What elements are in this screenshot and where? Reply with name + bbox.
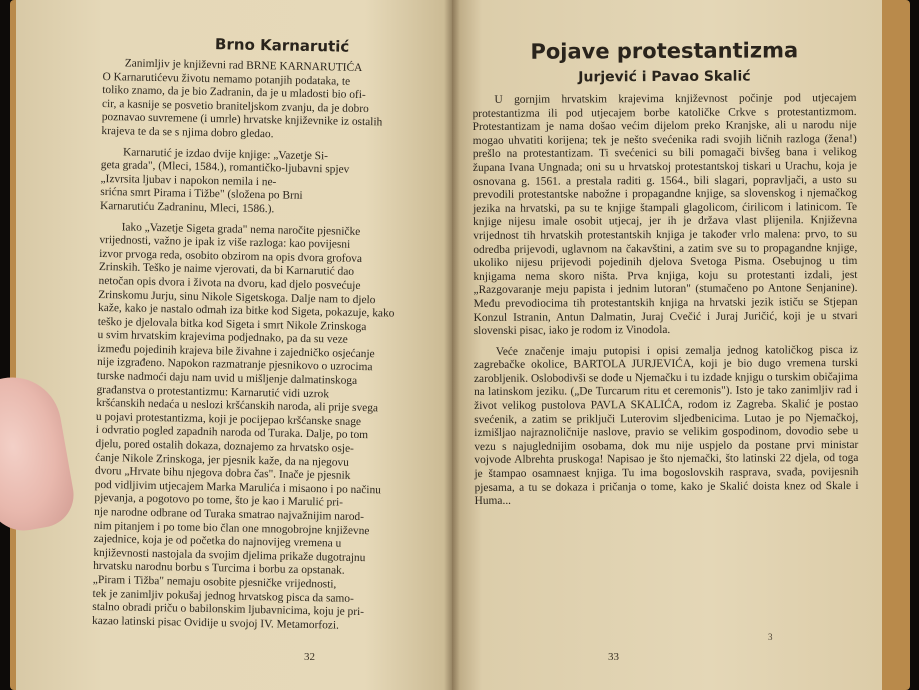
- right-page-number: 33: [608, 651, 619, 663]
- left-page-paragraphs: [92, 57, 452, 635]
- text-line: tek je zanimljiv pokušaj jednog hrvatskog pisca da samo-: [92, 587, 354, 605]
- text-line: izvor prvoga reda, osobito obzirom na opis dvora grofova: [99, 247, 363, 265]
- text-line: nim pitanjem i po tome bio član one mnogobrojne književne: [93, 519, 370, 537]
- text-line: poznavao suvremene (i umrle) hrvatske književnike iz ostalih: [101, 111, 383, 129]
- text-line: u pojavi protestantizma, koji je pocijepao kršćanske snage: [95, 410, 362, 428]
- text-line: Zrinskih. Teško je naime vjerovati, da bi Karnarutić dao: [98, 261, 355, 279]
- left-page-text-block: [91, 0, 452, 690]
- text-line: kazao latinski pisac Ovidije u svojoj IV. Metamorfozi.: [91, 614, 340, 632]
- left-paragraph-3: [92, 220, 452, 635]
- text-line: Zanimljiv je književni rad BRNE KARNARUTIĆA: [124, 57, 363, 74]
- text-line: vrijednosti, važno je ipak iz više razloga: kao povijesni: [99, 234, 351, 251]
- text-line: pjevanja, a pogotovo po tome, što je kao i Marulić pri-: [94, 492, 344, 510]
- text-line: O Karnarutićevu životu nemamo potanjih podataka, te: [102, 70, 351, 88]
- text-line: teško je djelovala bitka kod Sigeta i smrt Nikole Zrinskoga: [97, 315, 367, 333]
- text-line: „Piram i Tižba" nemaju osobite pjesničke vrijednosti,: [92, 573, 337, 591]
- text-line: Karnarutiću Zadraninu, Mleci, 1586.).: [99, 199, 275, 216]
- text-line: dvoru „Hrvate bihu njegova dobra čas". Inače je pjesnik: [94, 465, 351, 483]
- text-line: kaže, kako je nastalo odmah iza bitke kod Sigeta, pokazuje, kako: [97, 302, 395, 320]
- right-page-subtitle: Jurjević i Pavao Skalić: [578, 68, 751, 86]
- left-paragraph-1: [101, 57, 452, 145]
- left-paragraph-2: [100, 146, 452, 221]
- text-line: srićna smrt Pirama i Tižbe" (složena po Brni: [100, 186, 303, 203]
- text-line: Zrinskomu Jurju, sinu Nikole Sigetskoga. Dalje nam to djelo: [98, 288, 376, 306]
- right-page-text-block: [472, 0, 860, 690]
- left-page: [16, 0, 452, 690]
- right-paragraph-2: Veće značenje imaju putopisi i opisi zemalja jednog katoličkog pisca iz zagrebačke okolice, BARTOLA JURJEVIĆA, koji je bio dugo vremena turski zarobljenik. Oslobodivši se dođe u Njemačku i tu izdade knjigu o turskim običajima na latinskom jeziku. („De Turcarum ritu et ceremonis"). Isto je tako zanimljiv rad i život velikog pustolova PAVLA SKALIĆA, rodom iz Zagreba. Skalić je postao svećenik, a zatim se priključi Luterovim sljedbenicima. Lutao je po Njemačkoj, izmišljao najraznoličnije naslove, pravio se velikim gospodinom, dovodio sebe u vezu s najuglednijim osobama, dok mu nije uspjelo da postane prvi ministar vojvode Albrehta pruskoga! Napisao je što njemački, što latinski 22 djela, od toga je štampao osamnaest knjiga. Tu ima bogoslovskih rasprava, svađa, povijesnih pjesama, a tu se dokaza i pričanja o tome, kako je Skalić doista knez od Skale i Huma...: [473, 343, 859, 508]
- book-gutter: [444, 0, 460, 690]
- text-line: stalno obradi priču o babilonskim ljubavnicima, koju je pri-: [92, 601, 365, 619]
- signature-mark: 3: [768, 632, 773, 642]
- text-line: u svim hrvatskim krajevima podjednako, pa da su veze: [97, 329, 348, 347]
- text-line: građanstva o protestantizmu: Karnarutić vidi uzrok: [96, 383, 330, 401]
- right-paragraph-1: U gornjim hrvatskim krajevima književnost počinje pod utjecajem protestantizma ili pod utjecajem borbe katoličke Crkve s protestantizmom. Protestantizam je nama došao većim dijelom preko Kranjske, ali u narodu nije mogao uhvatiti korijena; tek je nešto svećenika radi svojih ličnih razloga (žena!) prešlo na protestantizam. Ti svećenici su bili pomagači bivšeg bana i velikog župana Ivana Ungnada; oni su u hrvatskoj protestantskoj tiskari u Urachu, koja je osnovana g. 1561. a prestala raditi g. 1564., bili slagari, popravljači, a usto su prevodili protestantske nabožne i propagandne knjige, sa slovenskog i njemačkog jezika na hrvatski, pa su te knjige štampali glagolicom, ćirilicom i latinicom. Te knjige nijesu imale osobit utjecaj, jer ih je država vlast plijenila. Književna vrijednost tih hrvatskih protestantskih knjiga je također vrlo malena: prvo, to su odredba prijevodi, uglavnom na čakavštini, a zatim sve su to propagandne knjige, ukoliko nijesu prijevodi pojedinih djelova Svetoga Pisma. Osebujnog u tim knjigama nema skoro ništa. Prva knjiga, koju su protestanti izdali, jest „Razgovaranje meju papista i jednim lutoran" (stumačeno po Antone Senjanine). Među prevodiocima tih protestantskih knjiga na hrvatski jezik ističu se Stjepan Konzul Istranin, Antun Dalmatin, Juraj Cvečić i Juraj Juričić, koji je u stvari slovenski pisac, iako je rodom iz Vinodola.: [472, 91, 858, 338]
- right-page-title: Pojave protestantizma: [530, 38, 799, 64]
- text-line: Iako „Vazetje Sigeta grada" nema naročite pjesničke: [121, 220, 361, 238]
- text-line: krajeva te da se s njima dobro gledao.: [101, 124, 274, 141]
- text-line: „Izvrsita ljubav i napokon nemila i ne-: [100, 172, 277, 189]
- left-page-number: 32: [304, 651, 315, 663]
- text-line: hrvatsku narodnu borbu s Turcima i borbu za opstanak.: [93, 560, 345, 578]
- text-line: zajednice, koja je od početka do najnovijeg vremena u: [93, 533, 342, 550]
- text-line: toliko znamo, da je bio Zadranin, da je u mladosti bio ofi-: [102, 84, 366, 102]
- text-line: Karnarutić je izdao dvije knjige: „Vazetje Si-: [122, 145, 329, 162]
- text-line: i odvratio pogled zapadnih naroda od Turaka. Dalje, po tom: [95, 424, 369, 442]
- text-line: geta grada", (Mleci, 1584.), romantičko-ljubavni spjev: [100, 159, 350, 176]
- left-page-title: Brno Karnarutić: [214, 35, 350, 56]
- text-line: netočan opis dvora i života na dvoru, kad djelo posvećuje: [98, 274, 361, 292]
- text-line: nije izgrađeno. Napokon razmatranje pjesnikovo o uzrocima: [96, 356, 373, 374]
- text-line: između pojedinih krajeva bile živahne i zajedničko osjećanje: [97, 342, 375, 361]
- text-line: ćanje Nikole Zrinskoga, jer pjesnik kaže, da na njegovu: [95, 451, 349, 469]
- text-line: djelu, pored ostalih dokaza, doznajemo za hrvatsko osje-: [95, 437, 354, 455]
- text-line: cir, a kasnije se posvetio braniteljskom zvanju, da je dobro: [101, 97, 369, 115]
- text-line: književnosti nastojala da svojim djelima prikaže dugotrajnu: [93, 546, 366, 564]
- text-line: kršćanskih nedaća u neslozi kršćanskih naroda, ali prije svega: [96, 397, 379, 415]
- right-page: [452, 0, 882, 690]
- text-line: pod vidljivim utjecajem Marka Marulića i misaono i po načinu: [94, 478, 382, 497]
- text-line: turske nadmoći daju nam uvid u mišljenje dalmatinskoga: [96, 369, 358, 387]
- text-line: nje narodne odbrane od Turaka smatrao najvažnijim narod-: [94, 505, 365, 524]
